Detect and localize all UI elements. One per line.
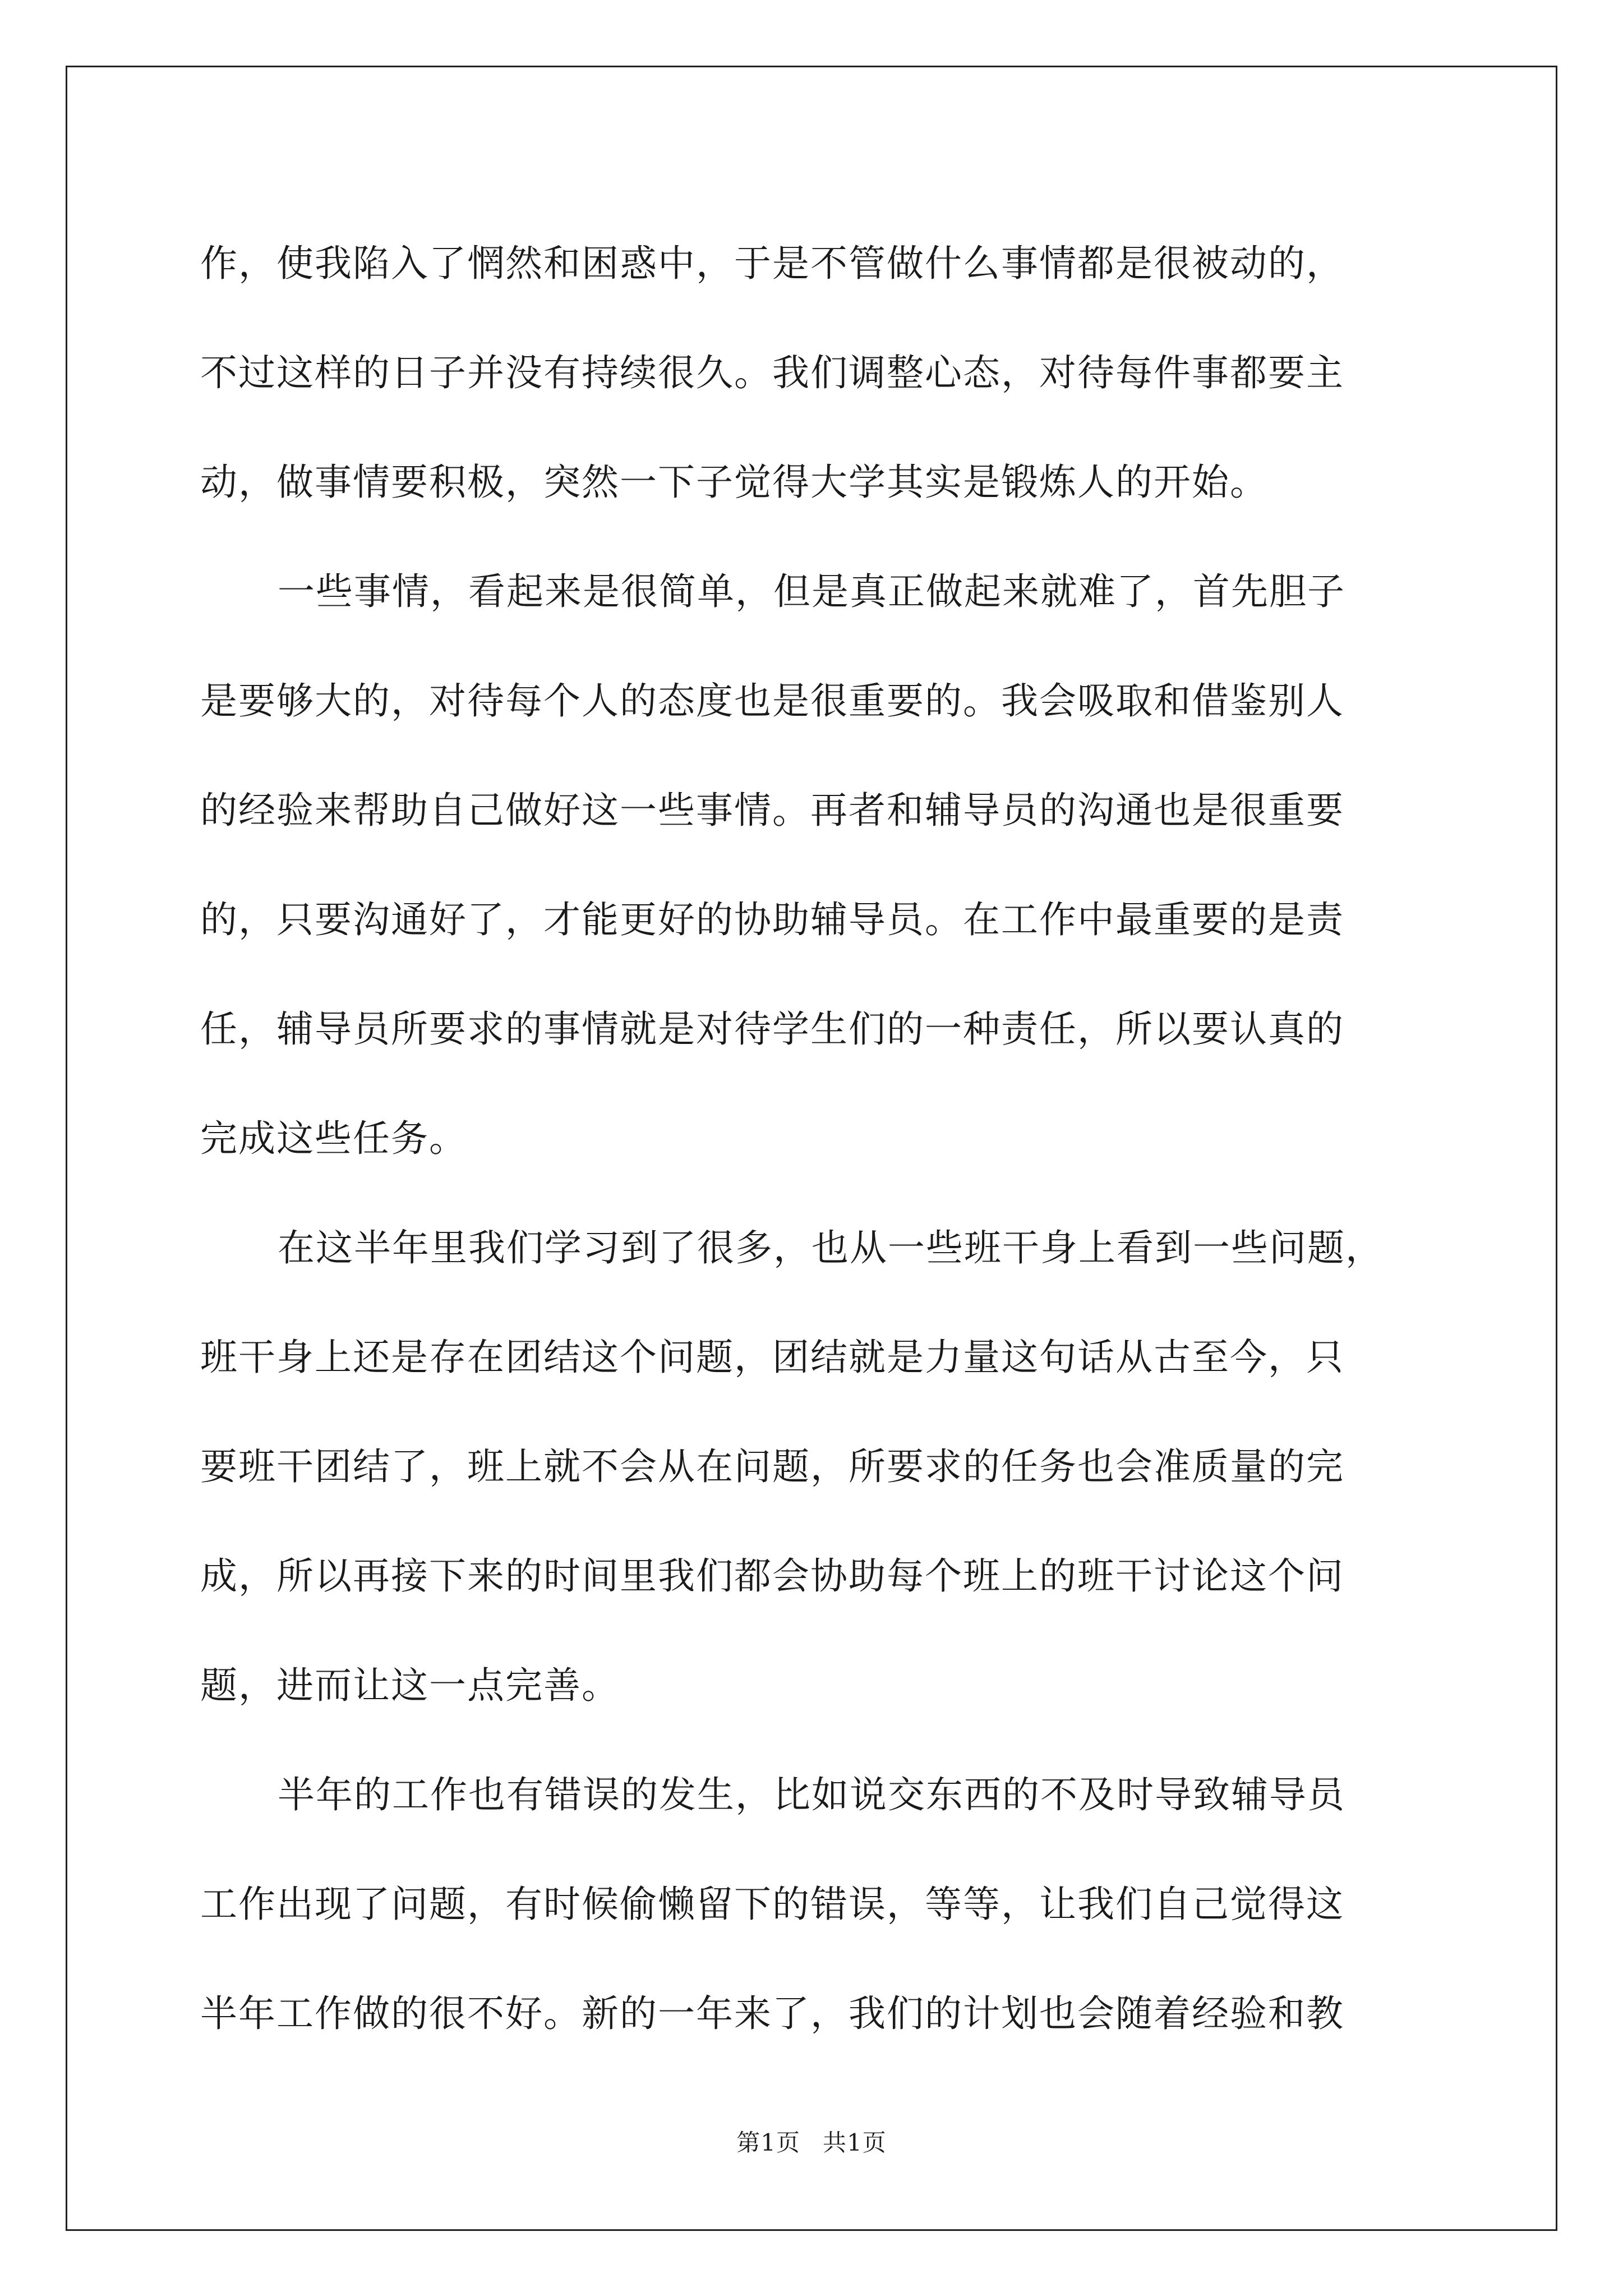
text-line: 题，进而让这一点完善。	[200, 1664, 620, 1707]
page-footer	[0, 2126, 1623, 2160]
paragraph-1	[200, 209, 1434, 537]
text-line: 半年工作做的很不好。新的一年来了，我们的计划也会随着经验和教	[200, 1992, 1344, 2035]
document-body	[200, 209, 1434, 2068]
text-line: 的，只要沟通好了，才能更好的协助辅导员。在工作中最重要的是责	[200, 898, 1344, 941]
text-line: 动，做事情要积极，突然一下子觉得大学其实是锻炼人的开始。	[200, 461, 1268, 504]
page-number-current: 第1页	[736, 2129, 800, 2156]
page-number-total: 共1页	[823, 2129, 887, 2156]
text-line: 成，所以再接下来的时间里我们都会协助每个班上的班干讨论这个问	[200, 1554, 1344, 1598]
text-line: 作，使我陷入了惘然和困惑中，于是不管做什么事情都是很被动的，	[200, 242, 1344, 285]
paragraph-2	[200, 537, 1434, 1193]
text-line: 是要够大的，对待每个人的态度也是很重要的。我会吸取和借鉴别人	[200, 679, 1344, 723]
text-line: 在这半年里我们学习到了很多，也从一些班干身上看到一些问题，	[278, 1226, 1384, 1269]
text-line: 一些事情，看起来是很简单，但是真正做起来就难了，首先胆子	[278, 570, 1345, 613]
text-line: 不过这样的日子并没有持续很久。我们调整心态，对待每件事都要主	[200, 351, 1344, 394]
text-line: 工作出现了问题，有时候偷懒留下的错误，等等，让我们自己觉得这	[200, 1883, 1344, 1926]
text-line: 要班干团结了，班上就不会从在问题，所要求的任务也会准质量的完	[200, 1445, 1344, 1488]
text-line: 的经验来帮助自己做好这一些事情。再者和辅导员的沟通也是很重要	[200, 789, 1344, 832]
text-line: 完成这些任务。	[200, 1117, 467, 1160]
paragraph-3	[200, 1193, 1434, 1740]
text-line: 班干身上还是存在团结这个问题，团结就是力量这句话从古至今，只	[200, 1336, 1344, 1379]
text-line: 任，辅导员所要求的事情就是对待学生们的一种责任，所以要认真的	[200, 1007, 1344, 1051]
paragraph-4	[200, 1740, 1434, 2068]
text-line: 半年的工作也有错误的发生，比如说交东西的不及时导致辅导员	[278, 1773, 1345, 1816]
